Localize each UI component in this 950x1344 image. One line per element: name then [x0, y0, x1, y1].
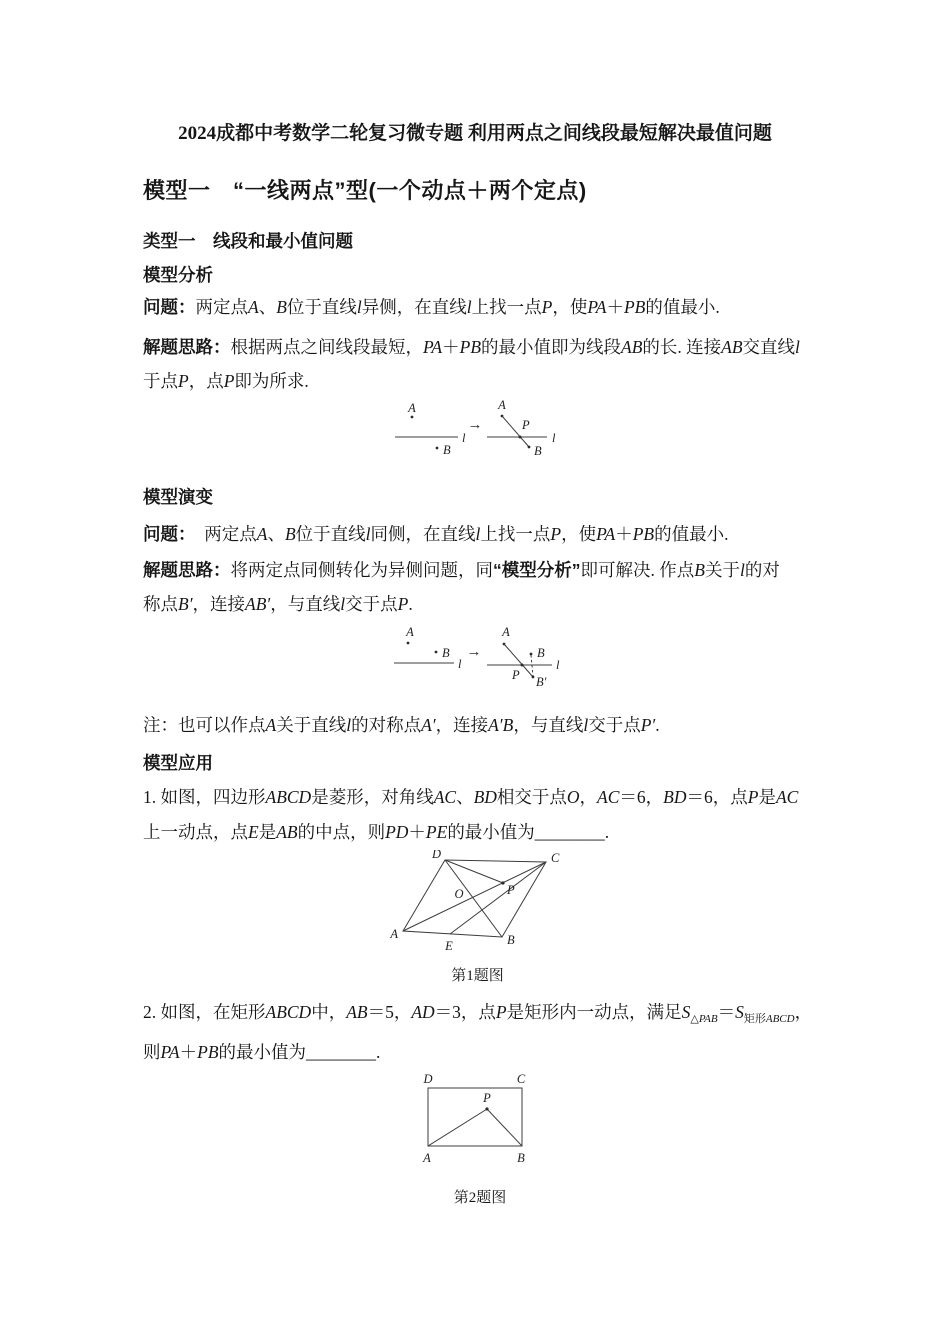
evolution-solution-line2	[143, 594, 413, 615]
figure-model-analysis	[388, 398, 570, 464]
figure-model-evolution	[388, 626, 570, 694]
figA-right-point-P	[519, 436, 522, 439]
note-line	[143, 715, 660, 736]
figB-right-label-B: B	[537, 646, 545, 660]
problem1-text: 1. 如图，四边形ABCD是菱形，对角线AC、BD相交于点O，AC＝6，BD＝6，点P是AC	[143, 787, 799, 807]
figA-right-label-B: B	[534, 444, 542, 458]
type-heading: 类型一 线段和最小值问题	[143, 231, 353, 251]
figB-right-point-B	[530, 653, 533, 656]
fig1-label-A: A	[390, 927, 398, 941]
analysis-solution-line2	[143, 371, 309, 392]
problem2-text-a: 2. 如图，在矩形ABCD中，AB＝5，AD＝3，点P是矩形内一动点，满足S	[143, 1002, 691, 1022]
fig1-label-O: O	[454, 887, 464, 901]
figA-left-point-A	[411, 416, 414, 419]
fig1-diagonal-AC	[403, 862, 546, 931]
analysis-heading: 模型分析	[143, 265, 213, 285]
analysis-question	[143, 297, 720, 318]
solution-label: 解题思路：	[143, 560, 231, 580]
application-heading: 模型应用	[143, 753, 213, 773]
problem2-text-b: ＝S	[717, 1002, 744, 1022]
problem2-text-cont: 则PA＋PB的最小值为________.	[143, 1042, 381, 1062]
fig1-label-C: C	[551, 851, 560, 865]
figB-right-label-Bprime: B′	[536, 675, 547, 689]
model-heading: 模型一 “一线两点”型(一个动点＋两个定点)	[143, 178, 587, 203]
figA-right-label-A: A	[498, 398, 506, 412]
problem2-text-c: ，	[794, 1002, 813, 1022]
figA-right-label-l: l	[552, 431, 556, 445]
arrow-icon: →	[467, 417, 483, 433]
figB-right-label-P: P	[512, 668, 520, 682]
fig1-label-B: B	[507, 933, 515, 947]
figB-left-label-A: A	[406, 626, 414, 639]
evolution-heading: 模型演变	[143, 487, 213, 507]
solution-text-cont: 于点P，点P即为所求.	[143, 371, 309, 391]
fig1-point-P	[501, 881, 504, 884]
solution-text: 将两定点同侧转化为异侧问题，同	[230, 560, 493, 580]
fig2-label-D: D	[423, 1072, 433, 1086]
figure-problem1-rhombus	[385, 850, 570, 956]
solution-text: 根据两点之间线段最短，PA＋PB的最小值即为线段AB的长. 连接AB交直线l	[230, 337, 800, 357]
problem2-line1	[143, 1002, 812, 1026]
question-text: 两定点A、B位于直线l同侧，在直线l上找一点P，使PA＋PB的值最小.	[186, 524, 729, 544]
figB-right-point-P	[521, 664, 524, 667]
analysis-solution-line1	[143, 337, 800, 358]
arrow-icon: →	[466, 644, 482, 660]
figB-left-label-l: l	[458, 657, 462, 671]
fig2-label-C: C	[516, 1072, 526, 1086]
evolution-question	[143, 524, 729, 545]
fig1-label-P: P	[507, 883, 515, 897]
fig2-label-P: P	[483, 1091, 491, 1105]
problem1-line2	[143, 822, 609, 843]
figB-left-point-A	[407, 642, 410, 645]
solution-text2: 即可解决. 作点B关于l的对	[580, 560, 780, 580]
fig1-label-D: D	[431, 850, 441, 861]
problem2-subscript-rect: 矩形ABCD	[743, 1013, 795, 1025]
page-title: 2024成都中考数学二轮复习微专题 利用两点之间线段最短解决最值问题	[178, 123, 772, 144]
figA-left-label-B: B	[443, 443, 451, 457]
evolution-solution-line1	[143, 560, 780, 581]
figA-right-label-P: P	[522, 418, 530, 432]
figure2-caption: 第2题图	[453, 1190, 507, 1206]
figB-right-point-Bprime	[532, 676, 535, 679]
figure-problem2-rectangle	[400, 1072, 560, 1168]
problem1-line1	[143, 787, 798, 808]
figB-right-label-A: A	[502, 626, 510, 639]
solution-text3: 称点B′，连接AB′，与直线l交于点P.	[143, 594, 413, 614]
problem1-text-cont: 上一动点，点E是AB的中点，则PD＋PE的最小值为________.	[143, 822, 610, 842]
figure1-caption: 第1题图	[451, 968, 504, 984]
figB-left-label-B: B	[442, 646, 450, 660]
figA-right-point-B	[528, 446, 531, 449]
figA-left-label-A: A	[408, 401, 416, 415]
problem2-subscript-triangle: △PAB	[690, 1013, 718, 1025]
note-text: 注：也可以作点A关于直线l的对称点A′，连接A′B，与直线l交于点P′.	[143, 715, 660, 735]
question-text: 两定点A、B位于直线l异侧，在直线l上找一点P，使PA＋PB的值最小.	[195, 297, 720, 317]
solution-label: 解题思路：	[143, 337, 231, 357]
question-label: 问题：	[143, 297, 196, 317]
fig2-segment-PA	[428, 1109, 487, 1146]
figB-right-label-l: l	[556, 658, 560, 672]
fig1-label-E: E	[445, 939, 453, 953]
fig2-label-A: A	[423, 1151, 431, 1165]
solution-bold-ref: “模型分析”	[493, 560, 581, 580]
figB-left-point-B	[435, 651, 438, 654]
figA-left-point-B	[436, 447, 439, 450]
fig2-point-P	[485, 1107, 488, 1110]
question-label: 问题：	[143, 524, 187, 544]
fig1-segment-EC	[450, 862, 546, 934]
fig2-label-B: B	[517, 1151, 525, 1165]
figA-left-label-l: l	[462, 431, 466, 445]
problem2-line2	[143, 1042, 380, 1063]
fig2-segment-PB	[487, 1109, 522, 1146]
